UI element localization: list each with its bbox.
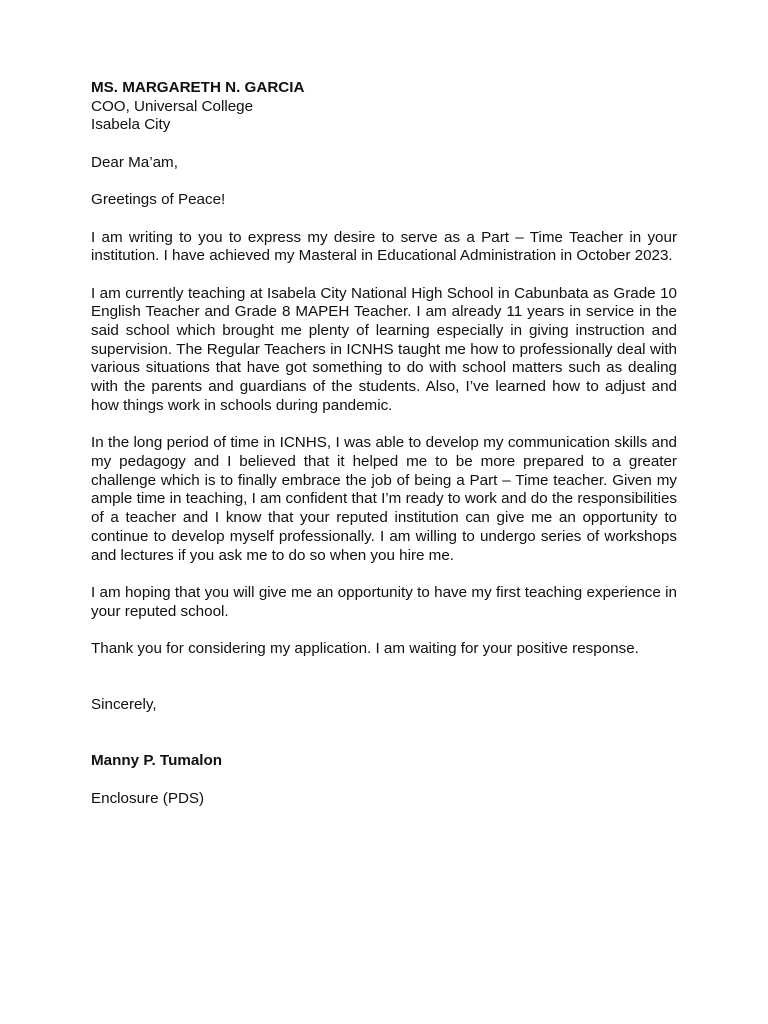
letter-body xyxy=(91,79,677,808)
paragraph-experience: I am currently teaching at Isabela City National High School in Cabunbata as Grade 10 English Teacher and Grade 8 MAPEH Teacher. I am already 11 years in service in the said school which brought me plenty of learning especially in giving instruction and supervision. The Regular Teachers in ICNHS taught me how to professionally deal with various situations that have got something to do with school matters such as dealing with the parents and guardians of the students. Also, I’ve learned how to adjust and how things work in schools during pandemic. xyxy=(91,284,677,414)
signature-name: Manny P. Tumalon xyxy=(91,752,223,770)
recipient-city: Isabela City xyxy=(91,116,171,134)
enclosure-note: Enclosure (PDS) xyxy=(91,789,205,807)
paragraph-intro: I am writing to you to express my desire to serve as a Part – Time Teacher in your institution. I have achieved my Masteral in Educational Administration in October 2023. xyxy=(91,228,677,265)
closing: Sincerely, xyxy=(91,696,157,714)
recipient-block xyxy=(91,79,677,135)
paragraph-hope: I am hoping that you will give me an opportunity to have my first teaching experience in your reputed school. xyxy=(91,583,677,620)
recipient-name: MS. MARGARETH N. GARCIA xyxy=(91,79,305,96)
greeting: Greetings of Peace! xyxy=(91,191,226,209)
paragraph-development: In the long period of time in ICNHS, I was able to develop my communication skills and my pedagogy and I believed that it helped me to be more prepared to a greater challenge which is to finally embrace the job of being a Part – Time teacher. Given my ample time in teaching, I am confident that I’m ready to work and do the responsibilities of a teacher and I know that your reputed institution can give me an opportunity to continue to develop myself professionally. I am willing to undergo series of workshops and lectures if you ask me to do so when you hire me. xyxy=(91,434,677,564)
paragraph-thanks: Thank you for considering my application. I am waiting for your positive response. xyxy=(91,639,639,657)
salutation: Dear Ma’am, xyxy=(91,153,178,171)
recipient-position: COO, Universal College xyxy=(91,97,254,115)
